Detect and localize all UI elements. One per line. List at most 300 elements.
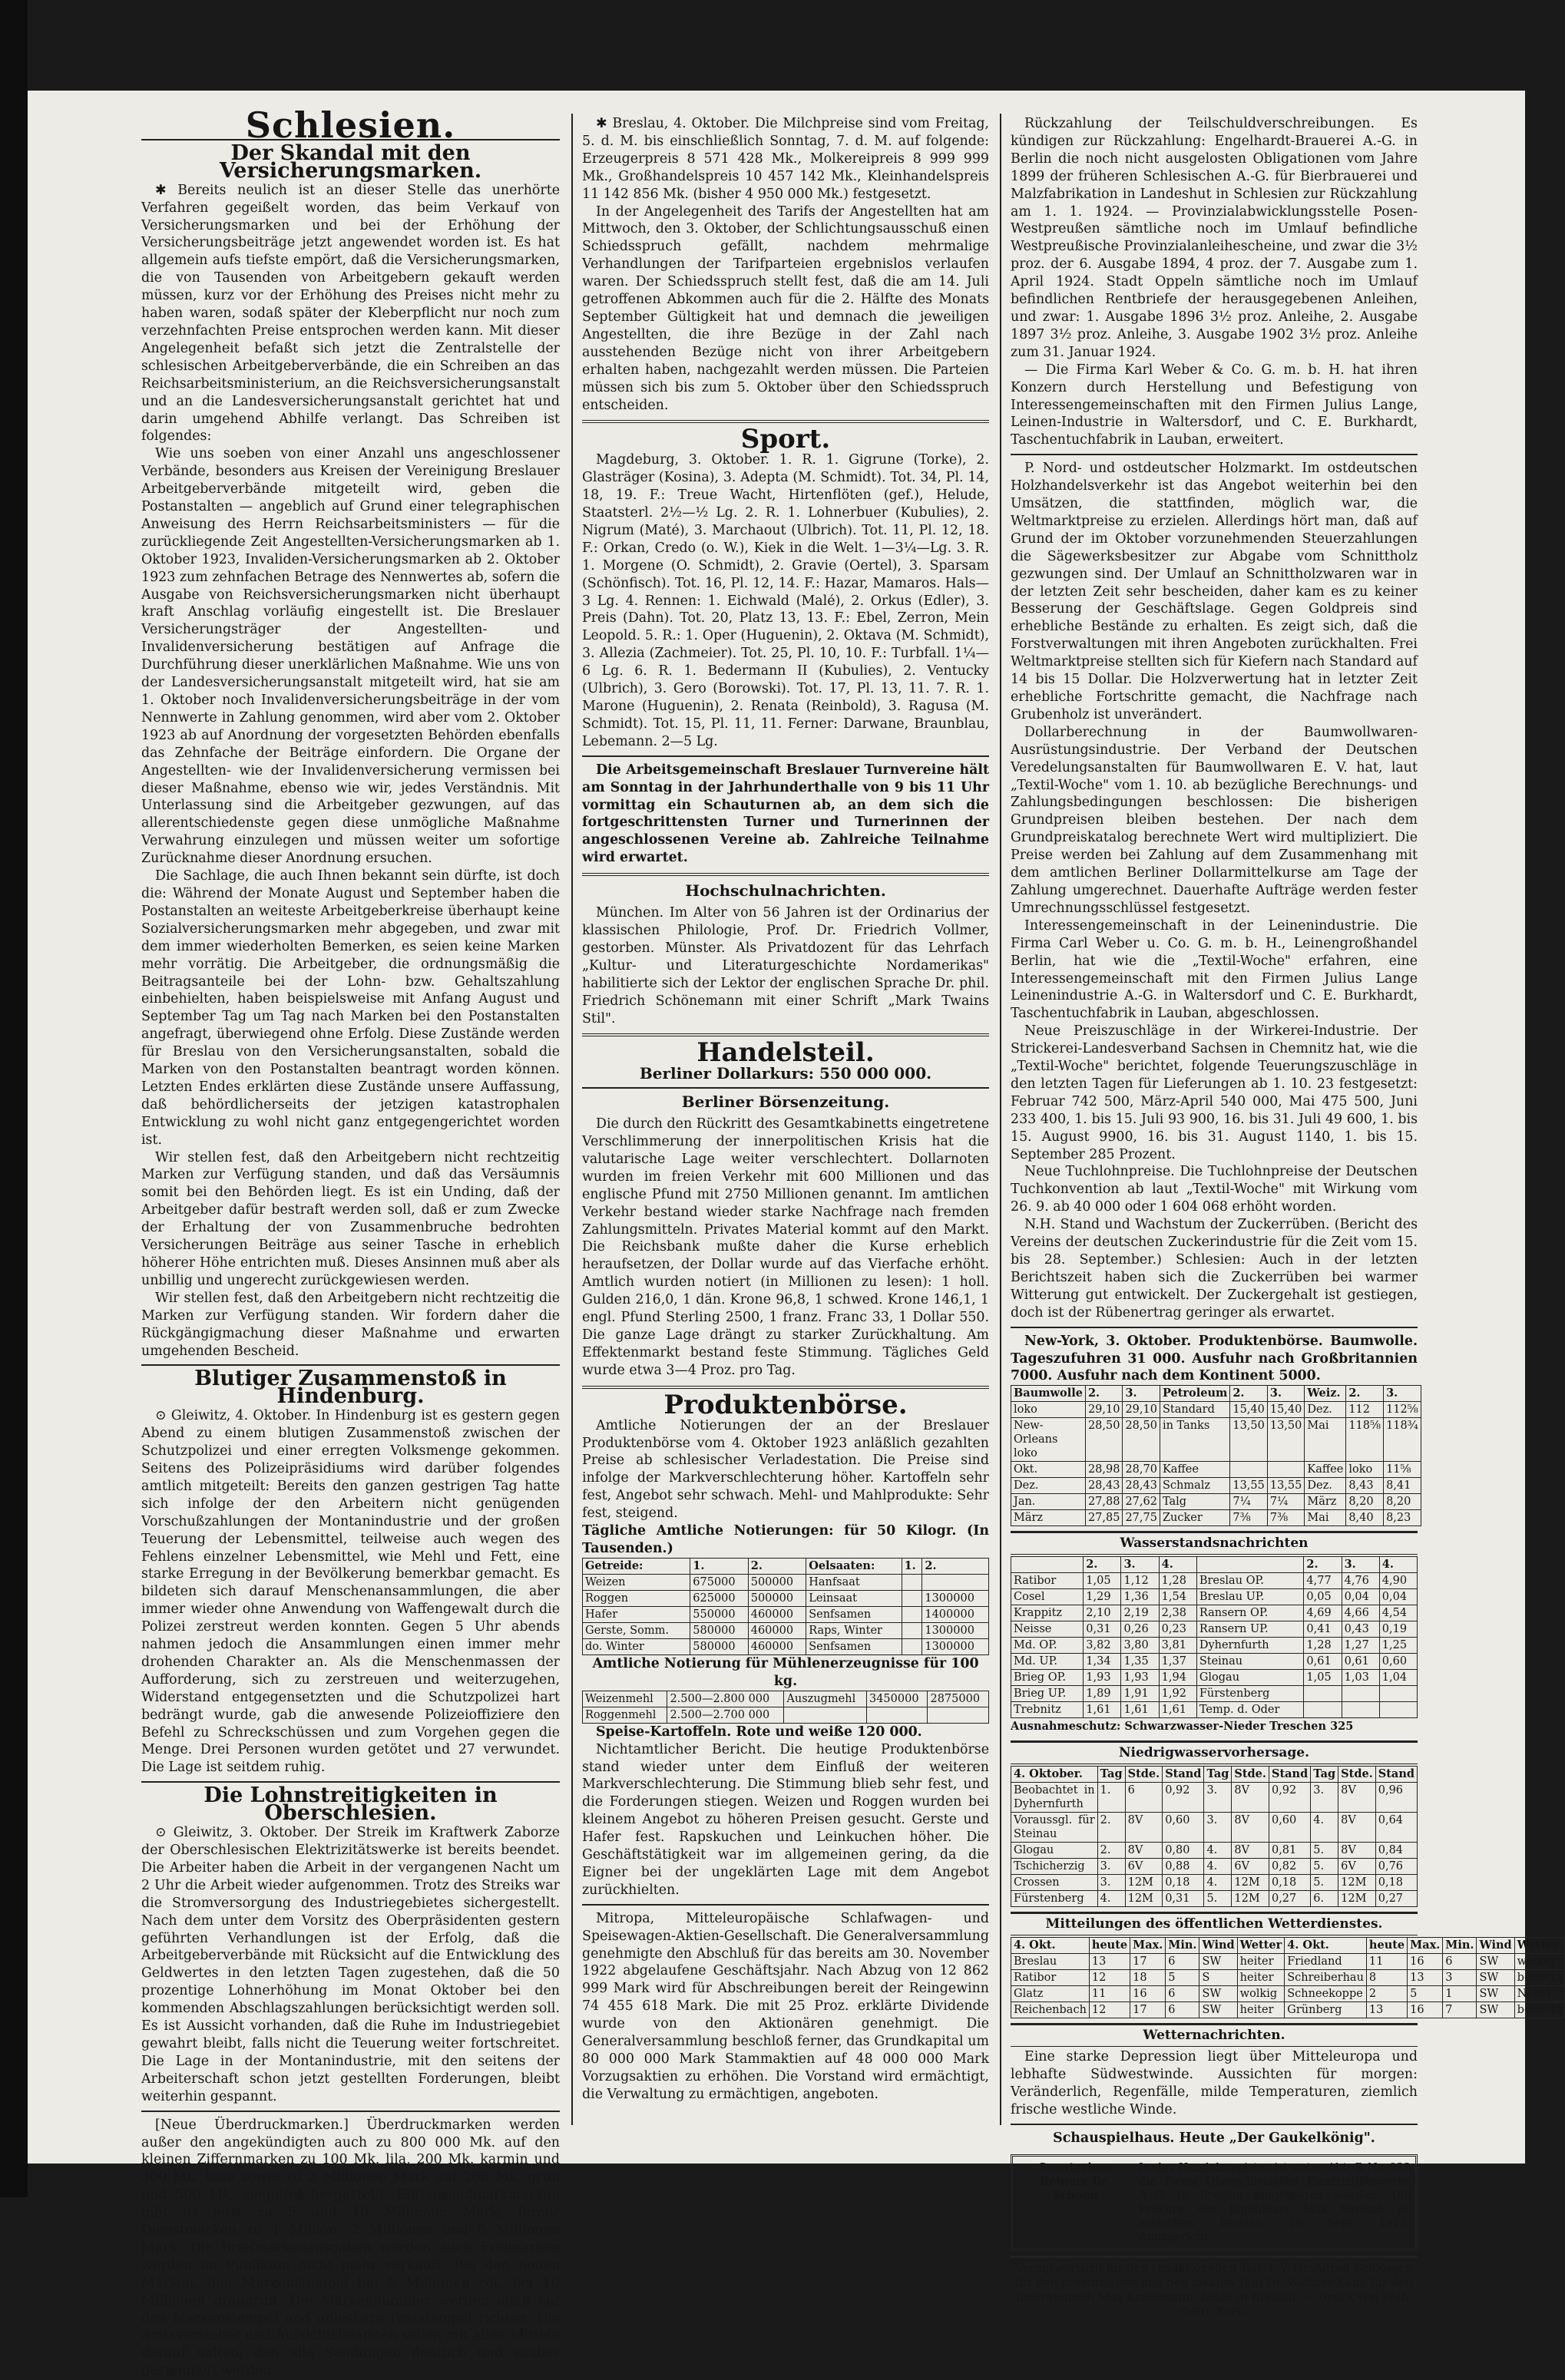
table-row — [1011, 1859, 1418, 1875]
table-cell: 0,60 — [1379, 1654, 1417, 1670]
table-cell: 1300000 — [922, 1622, 989, 1638]
paragraph: Wie uns soeben von einer Anzahl uns angeschlossener Verbände, besonders aus Kreisen der Vereinigung Breslauer Arbeitgeberverbände mitgeteilt wird, geben die Postanstalten — angeblich auf Grund einer telegraphischen Anweisung des Herrn Reichsarbeitsministers — für die zurückliegende Zeit Angestellten-Versicherungsmarken ab 1. Oktober 1923, Invaliden-Versicherungsmarken ab 2. Oktober 1923 zum zehnfachen Betrage des Nennwertes ab, sofern die Ausgabe von Reichsversicherungsmarken nicht überhaupt kraft Anschlag vorläufig eingestellt ist. Die Breslauer Versicherungsträger der Angestellten- und Invalidenversicherung bestätigen auf Anfrage die Durchführung dieser unerklärlichen Maßnahme. Wie uns von der Landesversicherungsanstalt mitgeteilt wird, hat sie am 1. Oktober noch Invalidenversicherungsbeiträge in der vom Nennwerte in Zahlung genommen, wird aber vom 2. Oktober 1923 ab auf Anordnung der vorgesetzten Behörden ebenfalls das Zehnfache der Beiträge einfordern. Die Organe der Angestellten- wie der Invalidenversicherung vermissen bei dieser Maßnahme, ebenso wie wir, jedes Verständnis. Mit Unterlassung sind die Arbeitgeber gezwungen, auf das allerentschiedenste gegen diese unmögliche Maßnahme Verwahrung einzulegen und müssen weiter um sofortige Zurücknahme dieser Anordnung ersuchen. — [141, 446, 560, 867]
table-header-cell: 2. — [922, 1558, 989, 1574]
table-header-cell: heute — [1089, 1937, 1130, 1953]
table-cell: 500000 — [748, 1590, 806, 1606]
table-row — [583, 1590, 989, 1606]
table-row — [1011, 1953, 1565, 1969]
niedrigwasser-title: Niedrigwasservorhersage. — [1011, 1740, 1418, 1764]
table-cell: 1400000 — [922, 1606, 989, 1622]
table-cell: 1,37 — [1159, 1654, 1196, 1670]
table-row — [583, 1638, 989, 1654]
table-cell: 1,28 — [1159, 1573, 1196, 1589]
table-row — [1011, 1510, 1421, 1526]
table-cell: Talg — [1160, 1494, 1229, 1510]
table-row — [1011, 1783, 1418, 1813]
table-cell: 2. — [1097, 1813, 1125, 1843]
paragraph: ⊙ Gleiwitz, 3. Oktober. Der Streik im Kraftwerk Zaborze der Oberschlesischen Elektrizitätswerke ist bereits beendet. Die Arbeiter haben die Arbeit in der vergangenen Nacht um 2 Uhr die Arbeit wieder aufgenommen. Trotz des Streiks war die Stromversorgung des Industriegebietes sichergestellt. Nach dem unter dem Vorsitz des Oberpräsidenten gestern geführten Verhandlungen ist der Erfolg, daß die Arbeitgeberverbände mit Rücksicht auf die Entwicklung des Geldwertes in den letzten Tagen zugestehen, daß die 50 prozentige Lohnerhöhung im Monat Oktober bei den kommenden Abschlagszahlungen berücksichtigt werden soll. Es ist Aussicht vorhanden, daß die Ruhe im Industriegebiet gewahrt bleibt, falls nicht die Teuerung weiter fortschreitet. Die Lage in der Montanindustrie, mit den seitens der Arbeiterschaft schon jetzt gestellten Forderungen, bleibt weiterhin gespannt. — [141, 1825, 560, 2104]
table-cell: 1,28 — [1304, 1638, 1342, 1654]
headline-skandal: Der Skandal mit den Versicherungsmarken. — [219, 140, 482, 183]
table-cell: Mai — [1305, 1510, 1346, 1526]
table-cell: 4. — [1204, 1875, 1232, 1891]
table-cell: Brieg OP. — [1011, 1670, 1084, 1686]
table-row — [1011, 1494, 1421, 1510]
table-cell: Weizen — [583, 1574, 690, 1590]
table-cell: 1,93 — [1121, 1670, 1159, 1686]
table-cell: 0,05 — [1304, 1589, 1342, 1605]
table-cell: Steinau — [1196, 1654, 1304, 1670]
ad-handelsregister: In das Handelsregister ist unter Abt. B Nr. 933 die Firma Oberschlesische Elektrizitätswerke A.-G. in Breslau eingetragen worden. Die Prokura des Ingenieurs Max Bartsch ist erloschen. Breslau, 26. Sept. 1923. Amtsgericht. — [1139, 2162, 1411, 2244]
left-dark-edge — [0, 0, 28, 2197]
table-cell: 0,23 — [1159, 1621, 1196, 1638]
table-row — [1011, 1402, 1421, 1418]
table-cell: 1,27 — [1342, 1638, 1379, 1654]
table-cell: Reichenbach — [1011, 2002, 1090, 2018]
table-cell: bedeckt — [1514, 2002, 1564, 2018]
table-cell: S — [1199, 1969, 1237, 1985]
table-header-cell: 3. — [1123, 1386, 1160, 1402]
table-cell: 460000 — [748, 1638, 806, 1654]
article-hindenburg — [141, 1407, 560, 1777]
table-cell: 0,82 — [1269, 1859, 1310, 1875]
table-cell: 7¼ — [1267, 1494, 1305, 1510]
table-cell: 2 — [1366, 1985, 1407, 2002]
table-cell: Standard — [1160, 1402, 1229, 1418]
article-boerse: Die durch den Rückritt des Gesamtkabinetts eingetretene Verschlimmerung der innerpolitischen Krisis hat die valutarische Lage weiter verschlechtert. Dollarnoten wurden im freien Verkehr mit 600 Millionen und das englische Pfund mit 2750 Millionen genannt. Im amtlichen Verkehr bestand wieder starke Nachfrage nach fremden Zahlungsmitteln. Privates Material kommt auf den Markt. Die Reichsbank mußte daher die Kurse erheblich heraufsetzen, der Dollar wurde auf das Vierfache erhöht. Amtlich wurden notiert (in Millionen zu lesen): 1 holl. Gulden 216,0, 1 dän. Krone 96,8, 1 schwed. Krone 146,1, 1 engl. Pfund Sterling 2500, 1 franz. Franc 33, 1 Dollar 550. Die ganze Lage drängt zu starker Zurückhaltung. Am Effektenmarkt bestand feste Stimmung. Tägliches Geld wurde etwa 3—4 Proz. pro Tag. — [582, 1116, 989, 1378]
table-cell: 12 — [1089, 2002, 1130, 2018]
table-cell: 28,43 — [1085, 1478, 1123, 1494]
table-cell: SW — [1477, 1953, 1514, 1969]
table-cell: heiter — [1237, 1969, 1285, 1985]
table-cell: Ratibor — [1011, 1573, 1084, 1589]
table-header-cell: Weiz. — [1305, 1386, 1346, 1402]
getreide-table — [582, 1558, 989, 1655]
article-tarif: In der Angelegenheit des Tarifs der Angestellten hat am Mittwoch, den 3. Oktober, der Schlichtungsausschuß einen Schiedsspruch gefällt, nachdem mehrmalige Verhandlungen der Tarifparteien ergebnislos verlaufen waren. Der Schiedsspruch stellt fest, daß die am 14. Juli getroffenen Abkommen auch für die 2. Hälfte des Monats September Gültigkeit hat und demnach die jeweiligen Angestellten, die ihre Bezüge in der Zahl nach ausstehenden Bezüge nicht von ihrer Arbeitgebern erhalten haben, nachgezahlt werden müssen. Die Parteien müssen sich bis zum 5. Oktober über den Schiedsspruch entscheiden. — [582, 203, 989, 413]
table-cell: 4. — [1097, 1891, 1125, 1907]
table-cell: 13,50 — [1230, 1418, 1268, 1462]
table-cell: 0,88 — [1163, 1859, 1204, 1875]
table-cell: 2,19 — [1121, 1605, 1159, 1621]
table-header-cell: Stde. — [1125, 1767, 1163, 1783]
table-cell: 29,10 — [1085, 1402, 1123, 1418]
table-header-cell: 3. — [1342, 1557, 1379, 1573]
table-header-cell: 4. — [1379, 1557, 1417, 1573]
table-cell: Schreiberhau — [1285, 1969, 1367, 1985]
advertisement-sanatorium — [1011, 2154, 1418, 2251]
article-skandal — [141, 182, 560, 1360]
divider — [582, 873, 989, 876]
table-cell: 4,54 — [1379, 1605, 1417, 1621]
table-cell: 8,43 — [1346, 1478, 1384, 1494]
table-cell: 5. — [1204, 1891, 1232, 1907]
table-header-cell: Wind — [1199, 1937, 1237, 1953]
table-header-cell: 3. — [1267, 1386, 1305, 1402]
table-row — [1011, 1621, 1418, 1638]
table-cell: 0,27 — [1375, 1891, 1417, 1907]
table-cell: 8V — [1125, 1813, 1163, 1843]
table-cell: 12M — [1232, 1891, 1269, 1907]
table-cell: 4. — [1204, 1843, 1232, 1859]
table-cell: Kaffee — [1305, 1462, 1346, 1478]
table-cell: 0,18 — [1163, 1875, 1204, 1891]
table-cell: 8,20 — [1384, 1494, 1421, 1510]
paragraph: Die Sachlage, die auch Ihnen bekannt sein dürfte, ist doch die: Während der Monate August und September haben die Postanstalten an weiteste Arbeitgeberkreise überhaupt keine Sozialversicherungsmarken mehr abgegeben, und zwar mit dem immer wiederholten Bemerken, es seien keine Marken mehr vorrätig. Die Arbeitgeber, die ordnungsmäßig die Beitragsanteile bei der Lohn- bzw. Gehaltszahlung einbehielten, haben beispielsweise mit Anfang August und September Tag um Tag nach Marken bei den Postanstalten angefragt, überwiegend ohne Erfolg. Diese Zustände werden für Breslau von den Versicherungsanstalten, sobald die Marken von den Postanstalten beantragt worden können. Letzten Endes erklärten diese Zustände unsere Auffassung, daß behördlicherseits der jetzigen katastrophalen Entwicklung zu wohl nicht ganz entgegengerichtet worden ist. — [141, 868, 560, 1148]
table-cell: Breslau UP. — [1196, 1589, 1304, 1605]
table-cell: Leinsaat — [806, 1590, 902, 1606]
newspaper-page — [28, 91, 1563, 2379]
table-cell: 27,75 — [1123, 1510, 1160, 1526]
table-header-cell: Min. — [1166, 1937, 1199, 1953]
paragraph: Wir stellen fest, daß den Arbeitgebern nicht rechtzeitig die Marken zur Verfügung standen. Wir fordern daher die Rückgängigmachung dieser Maßnahme und erwarten umgehenden Bescheid. — [141, 1290, 560, 1359]
table-cell: 13 — [1366, 2002, 1407, 2018]
table-cell: 1300000 — [922, 1638, 989, 1654]
divider — [141, 2111, 560, 2112]
table-cell: SW — [1199, 2002, 1237, 2018]
table-header-cell: 3. — [1384, 1386, 1421, 1402]
table-cell: loko — [1011, 1402, 1086, 1418]
table-cell: 3. — [1311, 1783, 1338, 1813]
table-header-cell: Tag — [1311, 1767, 1338, 1783]
table-cell: 13 — [1089, 1953, 1130, 1969]
table-row — [1011, 1843, 1418, 1859]
table-cell: 1300000 — [922, 1590, 989, 1606]
table-cell: Glatz — [1011, 1985, 1090, 2002]
table-cell: 0,18 — [1375, 1875, 1417, 1891]
table-cell: 3,81 — [1159, 1638, 1196, 1654]
table-cell: 6V — [1232, 1859, 1269, 1875]
table-cell: in Tanks — [1160, 1418, 1229, 1462]
table-row — [583, 1707, 989, 1723]
table-cell: Mai — [1305, 1418, 1346, 1462]
table-cell: Glogau — [1196, 1670, 1304, 1686]
table-header-cell: Wetter — [1514, 1937, 1564, 1953]
table-cell: 460000 — [748, 1622, 806, 1638]
table-cell: 0,31 — [1084, 1621, 1121, 1638]
table-header-cell: Max. — [1408, 1937, 1443, 1953]
table-cell: New-Orleans loko — [1011, 1418, 1086, 1462]
divider — [582, 755, 989, 757]
table-cell — [866, 1707, 928, 1723]
headline-lohnstreit: Die Lohnstreitigkeiten in Oberschlesien. — [203, 1783, 498, 1826]
table-row — [583, 1691, 989, 1707]
table-cell: 0,61 — [1304, 1654, 1342, 1670]
table-cell: 8,41 — [1384, 1478, 1421, 1494]
table-cell: SW — [1477, 2002, 1514, 2018]
table-cell: 1,61 — [1084, 1702, 1121, 1718]
wasserstand-table — [1011, 1556, 1418, 1718]
table-cell: Dyhernfurth — [1196, 1638, 1304, 1654]
table-cell: 0,60 — [1269, 1813, 1310, 1843]
paragraph: ⊙ Gleiwitz, 4. Oktober. In Hindenburg ist es gestern gegen Abend zu einem blutigen Zusammenstoß zwischen der Schutzpolizei und einer erregten Volksmenge gekommen. Seitens des Polizeipräsidiums wird darüber folgendes amtlich mitgeteilt: Bereits den ganzen gestrigen Tag hatte sich infolge der den Arbeitern nicht genügenden Vorschußzahlungen der Montanindustrie und der großen Teuerung der Lebensmittel, teilweise auch wegen des Fehlens einzelner Lebensmittel, wie Mehl und Fett, eine starke Erregung in der Bevölkerung bemerkbar gemacht. Es bildeten sich darauf Menschenansammlungen, die aber immer wieder ohne Anwendung von Waffengewalt durch die Polizei zerstreut werden konnten. Gegen 5 Uhr abends nahmen jedoch die Ansammlungen einen immer mehr drohenden Charakter an. Als die Menschenmassen der Aufforderung, sich zu zerstreuen und weiterzugehen, Widerstand entgegensetzten und die Schutzpolizei hart bedrängt wurde, gab die anwesende Polizeioffiziere den Befehl zu Schreckschüssen und zum Vorgehen gegen die Menge. Drei Personen wurden getötet und 27 verwundet. Die Lage ist seitdem ruhig. — [141, 1408, 560, 1776]
table-cell: Kaffee — [1160, 1462, 1229, 1478]
table-cell: 2. — [1097, 1843, 1125, 1859]
wetternachrichten-title: Wetternachrichten. — [1011, 2023, 1418, 2047]
column-2 — [582, 115, 989, 2157]
table-cell: Schmalz — [1160, 1478, 1229, 1494]
newyork-title: New-York, 3. Oktober. Produktenbörse. Baumwolle. Tageszufuhren 31 000. Ausfuhr nach Großbritannien 7000. Ausfuhr nach dem Kontinent 5000. — [1011, 1333, 1418, 1384]
table-cell: 28,43 — [1123, 1478, 1160, 1494]
table-cell: 0,60 — [1163, 1813, 1204, 1843]
table-cell: 8V — [1338, 1783, 1376, 1813]
table-cell: 0,76 — [1375, 1859, 1417, 1875]
table-cell: 16 — [1408, 2002, 1443, 2018]
table-cell: 2,38 — [1159, 1605, 1196, 1621]
table-cell: 2,10 — [1084, 1605, 1121, 1621]
notice-ueberdruckmarken: [Neue Überdruckmarken.] Überdruckmarken werden außer den angekündigten auch zu 800 000 Mk. auf den kleinen Ziffernmarken zu 100 Mk. lila, 200 Mk. karmin und 300 Mk. blau sowie zu 2 Millionen Mark auf 200 Mk. grün und 500 Mk. ziegelrot hergestellt. Eintausendmarkmarken gibt es jetzt zu 5 und 10 Millionen Mark, ferner Dienstmarken zu 1 Million, 2 Millionen und 5 Millionen Mark. Die Briefmarkenausgaben werden auch Freimarken werden im Publikum nicht mehr verkauft. Bei den neuen Marken, den Markenstempel bei 5 Millionen rot, bei 10 Millionen graugrün. Die Markennummer werden auch auf den Markenstempel und unlesbare Poststempel richten. Die Amtsvorsteher und Aufsichtsbeamten sollen mit allen Mitteln darauf halten, daß alle Sendungen deutlich und sauber gestempelt werden. — [141, 2117, 560, 2379]
wasserstand-title: Wasserstandsnachrichten — [1011, 1531, 1418, 1555]
table-cell: 18 — [1130, 1969, 1166, 1985]
table-cell: 12M — [1125, 1875, 1163, 1891]
divider — [1011, 454, 1418, 455]
table-cell: 3. — [1204, 1783, 1232, 1813]
table-header-cell: Wind — [1477, 1937, 1514, 1953]
paragraph: Wir stellen fest, daß den Arbeitgebern nicht rechtzeitig Marken zur Verfügung standen, und daß das Versäumnis somit bei den Behörden liegt. Es ist ein Unding, daß der Arbeitgeber dafür bestraft werden soll, daß er zum Zwecke der Erhaltung der von Zusammenbruche bedrohten Versicherungen Beiträge aus seiner Tasche in erheblich höherer Höhe entrichten muß. Dieses Ansinnen muß aber als unbillig und ungerecht zurückgewiesen werden. — [141, 1149, 560, 1288]
table-cell: 0,19 — [1379, 1621, 1417, 1638]
table-cell: 16 — [1408, 1953, 1443, 1969]
table-cell: 13,50 — [1267, 1418, 1305, 1462]
table-cell: 12M — [1125, 1891, 1163, 1907]
dollar-value: 550 000 000. — [819, 1064, 932, 1083]
table-cell: März — [1011, 1510, 1086, 1526]
article-turnvereine: Die Arbeitsgemeinschaft Breslauer Turnvereine hält am Sonntag in der Jahrhunderthalle von 9 bis 11 Uhr vormittag ein Schauturnen ab, an dem sich die fortgeschrittensten Turner und Turnerinnen der angeschlossenen Vereine ab. Zahlreiche Teilnahme wird erwartet. — [582, 762, 989, 866]
table-cell: 0,64 — [1375, 1813, 1417, 1843]
table-cell: Fürstenberg — [1011, 1891, 1098, 1907]
article-zuckerrueben: N.H. Stand und Wachstum der Zuckerrüben. (Bericht des Vereins der deutschen Zuckerindustrie für die Zeit vom 15. bis 28. September.) Schlesien: Auch in der letzten Berichtszeit haben sich die Zuckerrüben bei warmer Witterung gut entwickelt. Der Zuckergehalt ist gestiegen, doch ist der Rübenertrag geringer als erwartet. — [1011, 1217, 1418, 1321]
article-hochschul: München. Im Alter von 56 Jahren ist der Ordinarius der klassischen Philologie, Prof. Dr. Friedrich Vollmer, gestorben. Münster. Als Privatdozent für das Lehrfach „Kultur- und Literaturgeschichte Nordamerikas" habilitierte sich der Lektor der englischen Sprache Dr. phil. Friedrich Schönemann mit einer Schrift „Mark Twains Stil". — [582, 905, 989, 1026]
table-header-cell: 1. — [690, 1558, 748, 1574]
table-header-cell: Tag — [1097, 1767, 1125, 1783]
newyork-table — [1011, 1385, 1421, 1526]
column-rule — [1000, 114, 1001, 2125]
table-cell: 625000 — [690, 1590, 748, 1606]
table-cell: 1,12 — [1121, 1573, 1159, 1589]
dollar-rate — [582, 1065, 989, 1083]
table-cell: 4,66 — [1342, 1605, 1379, 1621]
table-cell: 3 — [1443, 1969, 1477, 1985]
table-cell — [902, 1590, 922, 1606]
table-header-cell: 2. — [1346, 1386, 1384, 1402]
table-cell: 0,26 — [1121, 1621, 1159, 1638]
table-cell: bedeckt — [1514, 1969, 1564, 1985]
article-interessengemeinschaft: Interessengemeinschaft in der Leinenindustrie. Die Firma Carl Weber u. Co. G. m. b. H., Leinengroßhandel Berlin, hat wie die „Textil-Woche" erfahren, eine Interessengemeinschaft mit den Firmen Julius Lange Leinenindustrie A.-G. in Waltersdorf und C. E. Burkhardt, Taschentuchfabrik in Lauban, abgeschlossen. — [1011, 917, 1418, 1022]
table-cell — [1379, 1686, 1417, 1702]
table-cell: 3. — [1204, 1813, 1232, 1843]
table-cell: 6V — [1125, 1859, 1163, 1875]
table-cell: 1 — [1443, 1985, 1477, 2002]
table-cell: 6 — [1166, 2002, 1199, 2018]
table-cell: 5. — [1311, 1859, 1338, 1875]
table-row — [1011, 1462, 1421, 1478]
table-cell: Md. UP. — [1011, 1654, 1084, 1670]
wasser-note: Ausnahmeschutz: Schwarzwasser-Nieder Treschen 325 — [1011, 1720, 1354, 1734]
table-header-cell: 3. — [1121, 1557, 1159, 1573]
table-cell: Schneekoppe — [1285, 1985, 1367, 2002]
table-cell: 0,31 — [1163, 1891, 1204, 1907]
table-cell: Krappitz — [1011, 1605, 1084, 1621]
table-row — [583, 1622, 989, 1638]
table-cell: SW — [1477, 1985, 1514, 2002]
table-cell: 1,29 — [1084, 1589, 1121, 1605]
table-cell: 5. — [1311, 1843, 1338, 1859]
table-cell: 118⅝ — [1346, 1418, 1384, 1462]
table-row — [1011, 2002, 1565, 2018]
table-cell: 15,40 — [1230, 1402, 1268, 1418]
table-cell: Ransern OP. — [1196, 1605, 1304, 1621]
table-cell: Glogau — [1011, 1843, 1098, 1859]
niedrigwasser-table — [1011, 1766, 1418, 1907]
table-cell: loko — [1346, 1462, 1384, 1478]
table-cell: 1,54 — [1159, 1589, 1196, 1605]
headline-boersenzeitung: Berliner Börsenzeitung. — [681, 1092, 890, 1112]
article-nichtamtlich: Nichtamtlicher Bericht. Die heutige Produktenbörse stand wieder unter dem Einfluß der weiteren Markverschlechterung. Die Stimmung blieb sehr fest, und die Forderungen stiegen. Weizen und Roggen wurden bei kleinem Angebot zu höheren Preisen gesucht. Gerste und Hafer fest. Rapskuchen und Leinkuchen höher. Die Geschäftstätigkeit war im allgemeinen gering, da die Eigner bei der ungeklärten Lage mit dem Angebot zurückhielten. — [582, 1741, 989, 1898]
table-cell: 4,77 — [1304, 1573, 1342, 1589]
table-cell: SW — [1477, 1969, 1514, 1985]
table-cell: 28,98 — [1085, 1462, 1123, 1478]
table-cell: 13,55 — [1230, 1478, 1268, 1494]
table-cell — [1342, 1702, 1379, 1718]
table-cell: 17 — [1130, 2002, 1166, 2018]
table-cell: Okt. — [1011, 1462, 1086, 1478]
schauspielhaus: Schauspielhaus. Heute „Der Gaukelkönig". — [1053, 2130, 1375, 2146]
table-row — [1011, 1605, 1418, 1621]
table-cell: 4. — [1204, 1859, 1232, 1875]
table-cell: 8,20 — [1346, 1494, 1384, 1510]
table-cell: 580000 — [690, 1638, 748, 1654]
table-row — [1011, 1891, 1418, 1907]
table-cell: 0,27 — [1269, 1891, 1310, 1907]
table-cell: März — [1305, 1494, 1346, 1510]
table-cell: Trebnitz — [1011, 1702, 1084, 1718]
table-header-cell: Stde. — [1338, 1767, 1376, 1783]
table-cell: Weizenmehl — [583, 1691, 667, 1707]
table-header-cell: 2. — [1304, 1557, 1342, 1573]
table-cell: 5 — [1166, 1969, 1199, 1985]
table-cell — [784, 1707, 867, 1723]
table-cell: heiter — [1237, 1953, 1285, 1969]
divider — [1011, 2124, 1418, 2125]
table-cell: wolkig — [1514, 1953, 1564, 1969]
table-cell: Hanfsaat — [806, 1574, 902, 1590]
table-cell — [928, 1707, 989, 1723]
dollar-label: Berliner Dollarkurs: — [639, 1064, 814, 1083]
table-row — [1011, 1969, 1565, 1985]
table-cell: Auszugmehl — [784, 1691, 867, 1707]
table-cell: 0,61 — [1342, 1654, 1379, 1670]
article-tuchlohn: Neue Tuchlohnpreise. Die Tuchlohnpreise der Deutschen Tuchkonvention ab laut „Textil-Woche" mit Wirkung vom 26. 9. ab 40 000 oder 1 604 068 erhöht worden. — [1011, 1164, 1418, 1215]
table-cell: Hafer — [583, 1606, 690, 1622]
table-header-cell: 4. Okt. — [1011, 1937, 1090, 1953]
table-cell: Neisse — [1011, 1621, 1084, 1638]
table-cell: Ratibor — [1011, 1969, 1090, 1985]
table-header-cell: 4. Okt. — [1285, 1937, 1367, 1953]
article-dollarberechnung: Dollarberechnung in der Baumwollwaren-Ausrüstungsindustrie. Der Verband der Deutschen Veredelungsanstalten für Baumwollwaren E. V. hat, laut „Textil-Woche" vom 1. 10. ab bezügliche Berechnungs- und Zahlungsbedingungen beschlossen: Die bisherigen Grundpreisen bleiben bestehen. Der nach dem Grundpreiskatalog berechnete Wert wird multipliziert. Die Preise werden bei Zahlung auf dem Zusammenhang mit dem amtlichen Berliner Dollarmittelkurse am Tage der Zahlung umgerechnet. Dauerhafte Aufträge werden fester Umrechnungsschlüssel festgesetzt. — [1011, 724, 1418, 916]
table-cell: 8V — [1125, 1843, 1163, 1859]
imprint-footer: Verantwortlich für den redaktionellen Teil: i. V. Dr. Alfred Schlosser, für den provinziellen und den lokalen Teil: Dr. Walther Kahl, für den Inseratenteil: Max Krasemann, beide in Breslau. — Druck von Wilh. Gottl. Korn. — [1011, 2256, 1418, 2319]
table-cell: 15,40 — [1267, 1402, 1305, 1418]
table-cell: 28,50 — [1123, 1418, 1160, 1462]
table-header-cell: Stand — [1269, 1767, 1310, 1783]
table-cell: Dez. — [1305, 1478, 1346, 1494]
column-rule — [571, 114, 573, 2125]
table-cell: do. Winter — [583, 1638, 690, 1654]
table-cell: 0,96 — [1375, 1783, 1417, 1813]
table-cell: 8 — [1366, 1969, 1407, 1985]
table-cell: 112 — [1346, 1402, 1384, 1418]
table-cell: 1,91 — [1121, 1686, 1159, 1702]
paragraph: ✱ Bereits neulich ist an dieser Stelle das unerhörte Verfahren gegeißelt worden, das beim Verkauf von Versicherungsmarken und bei der Erhöhung der Versicherungsbeiträge jetzt angewendet worden ist. Es hat allgemein aufs tiefste empört, daß die Versicherungsmarken, die von Tausenden von Arbeitgebern gekauft werden müssen, kurz vor der Erhöhung des Preises nicht mehr zu haben waren, sodaß später der Kleberpflicht nur noch zum verzehnfachten Preise entsprochen werden kann. Mit dieser Angelegenheit befaßt sich jetzt die Zentralstelle der schlesischen Arbeitgeberverbände, die ein Schreiben an das Reichsarbeitsministerium, an die Reichsversicherungsanstalt und an die Landesversicherungsanstalt gerichtet hat und darin umgehend Abhilfe verlangt. Das Schreiben ist folgendes: — [141, 182, 560, 445]
table-cell: 28,50 — [1085, 1418, 1123, 1462]
mehl-title: Amtliche Notierung für Mühlenerzeugnisse für 100 kg. — [592, 1655, 979, 1689]
table-cell: 1. — [1097, 1783, 1125, 1813]
table-cell: 3,80 — [1121, 1638, 1159, 1654]
table-row — [1011, 1478, 1421, 1494]
table-cell: 1,25 — [1379, 1638, 1417, 1654]
table-cell: 2875000 — [928, 1691, 989, 1707]
table-header-cell: Stand — [1375, 1767, 1417, 1783]
table-cell: 118¾ — [1384, 1418, 1421, 1462]
wetterdienst-title: Mitteilungen des öffentlichen Wetterdienstes. — [1011, 1912, 1418, 1935]
table-header-cell: Max. — [1130, 1937, 1166, 1953]
table-cell: Crossen — [1011, 1875, 1098, 1891]
article-mitropa: Mitropa, Mitteleuropäische Schlafwagen- und Speisewagen-Aktien-Gesellschaft. Die Generalversammlung genehmigte den Abschluß für das bereits am 30. November 1922 abgelaufene Geschäftsjahr. Nach Abzug von 12 862 999 Mark wird für Abschreibungen bereit der Reingewinn 74 455 618 Mark. Die mit 25 Proz. erklärte Dividende wurde von den Aktionären genehmigt. Die Generalversammlung beschloß ferner, das Grundkapital um 80 000 000 Mark Stammaktien auf 48 000 000 Mark Vorzugsaktien zu erhöhen. Die Vorstand wird ermächtigt, die Verwaltung zu ermächtigen, angeboten. — [582, 1910, 989, 2102]
table-cell: Ransern UP. — [1196, 1621, 1304, 1638]
table-header-cell: Min. — [1443, 1937, 1477, 1953]
table-cell: 0,18 — [1269, 1875, 1310, 1891]
table-cell: 28,70 — [1123, 1462, 1160, 1478]
table-row — [1011, 1573, 1418, 1589]
divider — [141, 1364, 560, 1366]
table-cell: 12M — [1232, 1875, 1269, 1891]
table-row — [1011, 1589, 1418, 1605]
article-milchpreise: ✱ Breslau, 4. Oktober. Die Milchpreise sind vom Freitag, 5. d. M. bis einschließlich Sonntag, 7. d. M. auf folgende: Erzeugerpreis 8 571 428 Mk., Molkereipreis 8 999 999 Mk., Großhandelspreis 10 457 142 Mk., Kleinhandelspreis 11 142 856 Mk. (bisher 4 950 000 Mk.) festgesetzt. — [582, 116, 989, 202]
divider — [582, 420, 989, 423]
divider — [141, 1781, 560, 1783]
table-cell: 0,92 — [1269, 1783, 1310, 1813]
table-cell: 3450000 — [866, 1691, 928, 1707]
table-cell: 1,34 — [1084, 1654, 1121, 1670]
table-cell: heiter — [1237, 2002, 1285, 2018]
table-cell: 6 — [1166, 1953, 1199, 1969]
table-cell — [1230, 1462, 1268, 1478]
article-lohnstreit — [141, 1824, 560, 2106]
table-cell: 1,36 — [1121, 1589, 1159, 1605]
table-header-cell — [1011, 1557, 1084, 1573]
table-row — [1011, 1638, 1418, 1654]
table-cell — [1304, 1686, 1342, 1702]
table-cell: 7 — [1443, 2002, 1477, 2018]
table-cell — [1342, 1686, 1379, 1702]
wetterdienst-table — [1011, 1937, 1565, 2018]
table-cell: Fürstenberg — [1196, 1686, 1304, 1702]
article-holzmarkt: P. Nord- und ostdeutscher Holzmarkt. Im ostdeutschen Holzhandelsverkehr ist das Angebot weiterhin bei den Umsätzen, die stattfinden, möglich war, die Weltmarktpreise zu erzielen. Allerdings hört man, daß auf Grund der im Oktober vorzunehmenden Steuerzahlungen die Sägewerksbesitzer zur Abgabe vom Schnittholz gezwungen sind. Der Umlauf an Schnittholzwaren war in der letzten Zeit sehr bescheiden, daher kam es zu keiner Besserung der Geschäftslage. Gegen Goldpreis sind erhebliche Bestände zu erhalten. Es zeigt sich, daß die Forstverwaltungen mit ihren Angeboten zurückhalten. Frei Weltmarktpreise stellten sich für Kiefern nach Standard auf 14 bis 15 Dollar. Die Holzverwertung hat in letzter Zeit erhebliche Fortschritte gemacht, die Nachfrage nach Grubenholz ist unverändert. — [1011, 461, 1418, 722]
table-cell: 8V — [1232, 1813, 1269, 1843]
table-cell: 7⅜ — [1267, 1510, 1305, 1526]
table-cell: 8,40 — [1346, 1510, 1384, 1526]
table-cell: 8V — [1338, 1813, 1376, 1843]
table-row — [1011, 1418, 1421, 1462]
table-header-cell: Stde. — [1232, 1767, 1269, 1783]
table-header-cell: Getreide: — [583, 1558, 690, 1574]
table-cell: 8V — [1338, 1843, 1376, 1859]
table-cell: 11 — [1089, 1985, 1130, 2002]
table-cell: 0,84 — [1375, 1843, 1417, 1859]
table-cell: 12M — [1338, 1891, 1376, 1907]
table-cell: 460000 — [748, 1606, 806, 1622]
table-cell: Voraussgl. für Steinau — [1011, 1813, 1098, 1843]
mehl-table — [582, 1691, 989, 1724]
table-header-cell: Petroleum — [1160, 1386, 1229, 1402]
table-cell: 1,35 — [1121, 1654, 1159, 1670]
